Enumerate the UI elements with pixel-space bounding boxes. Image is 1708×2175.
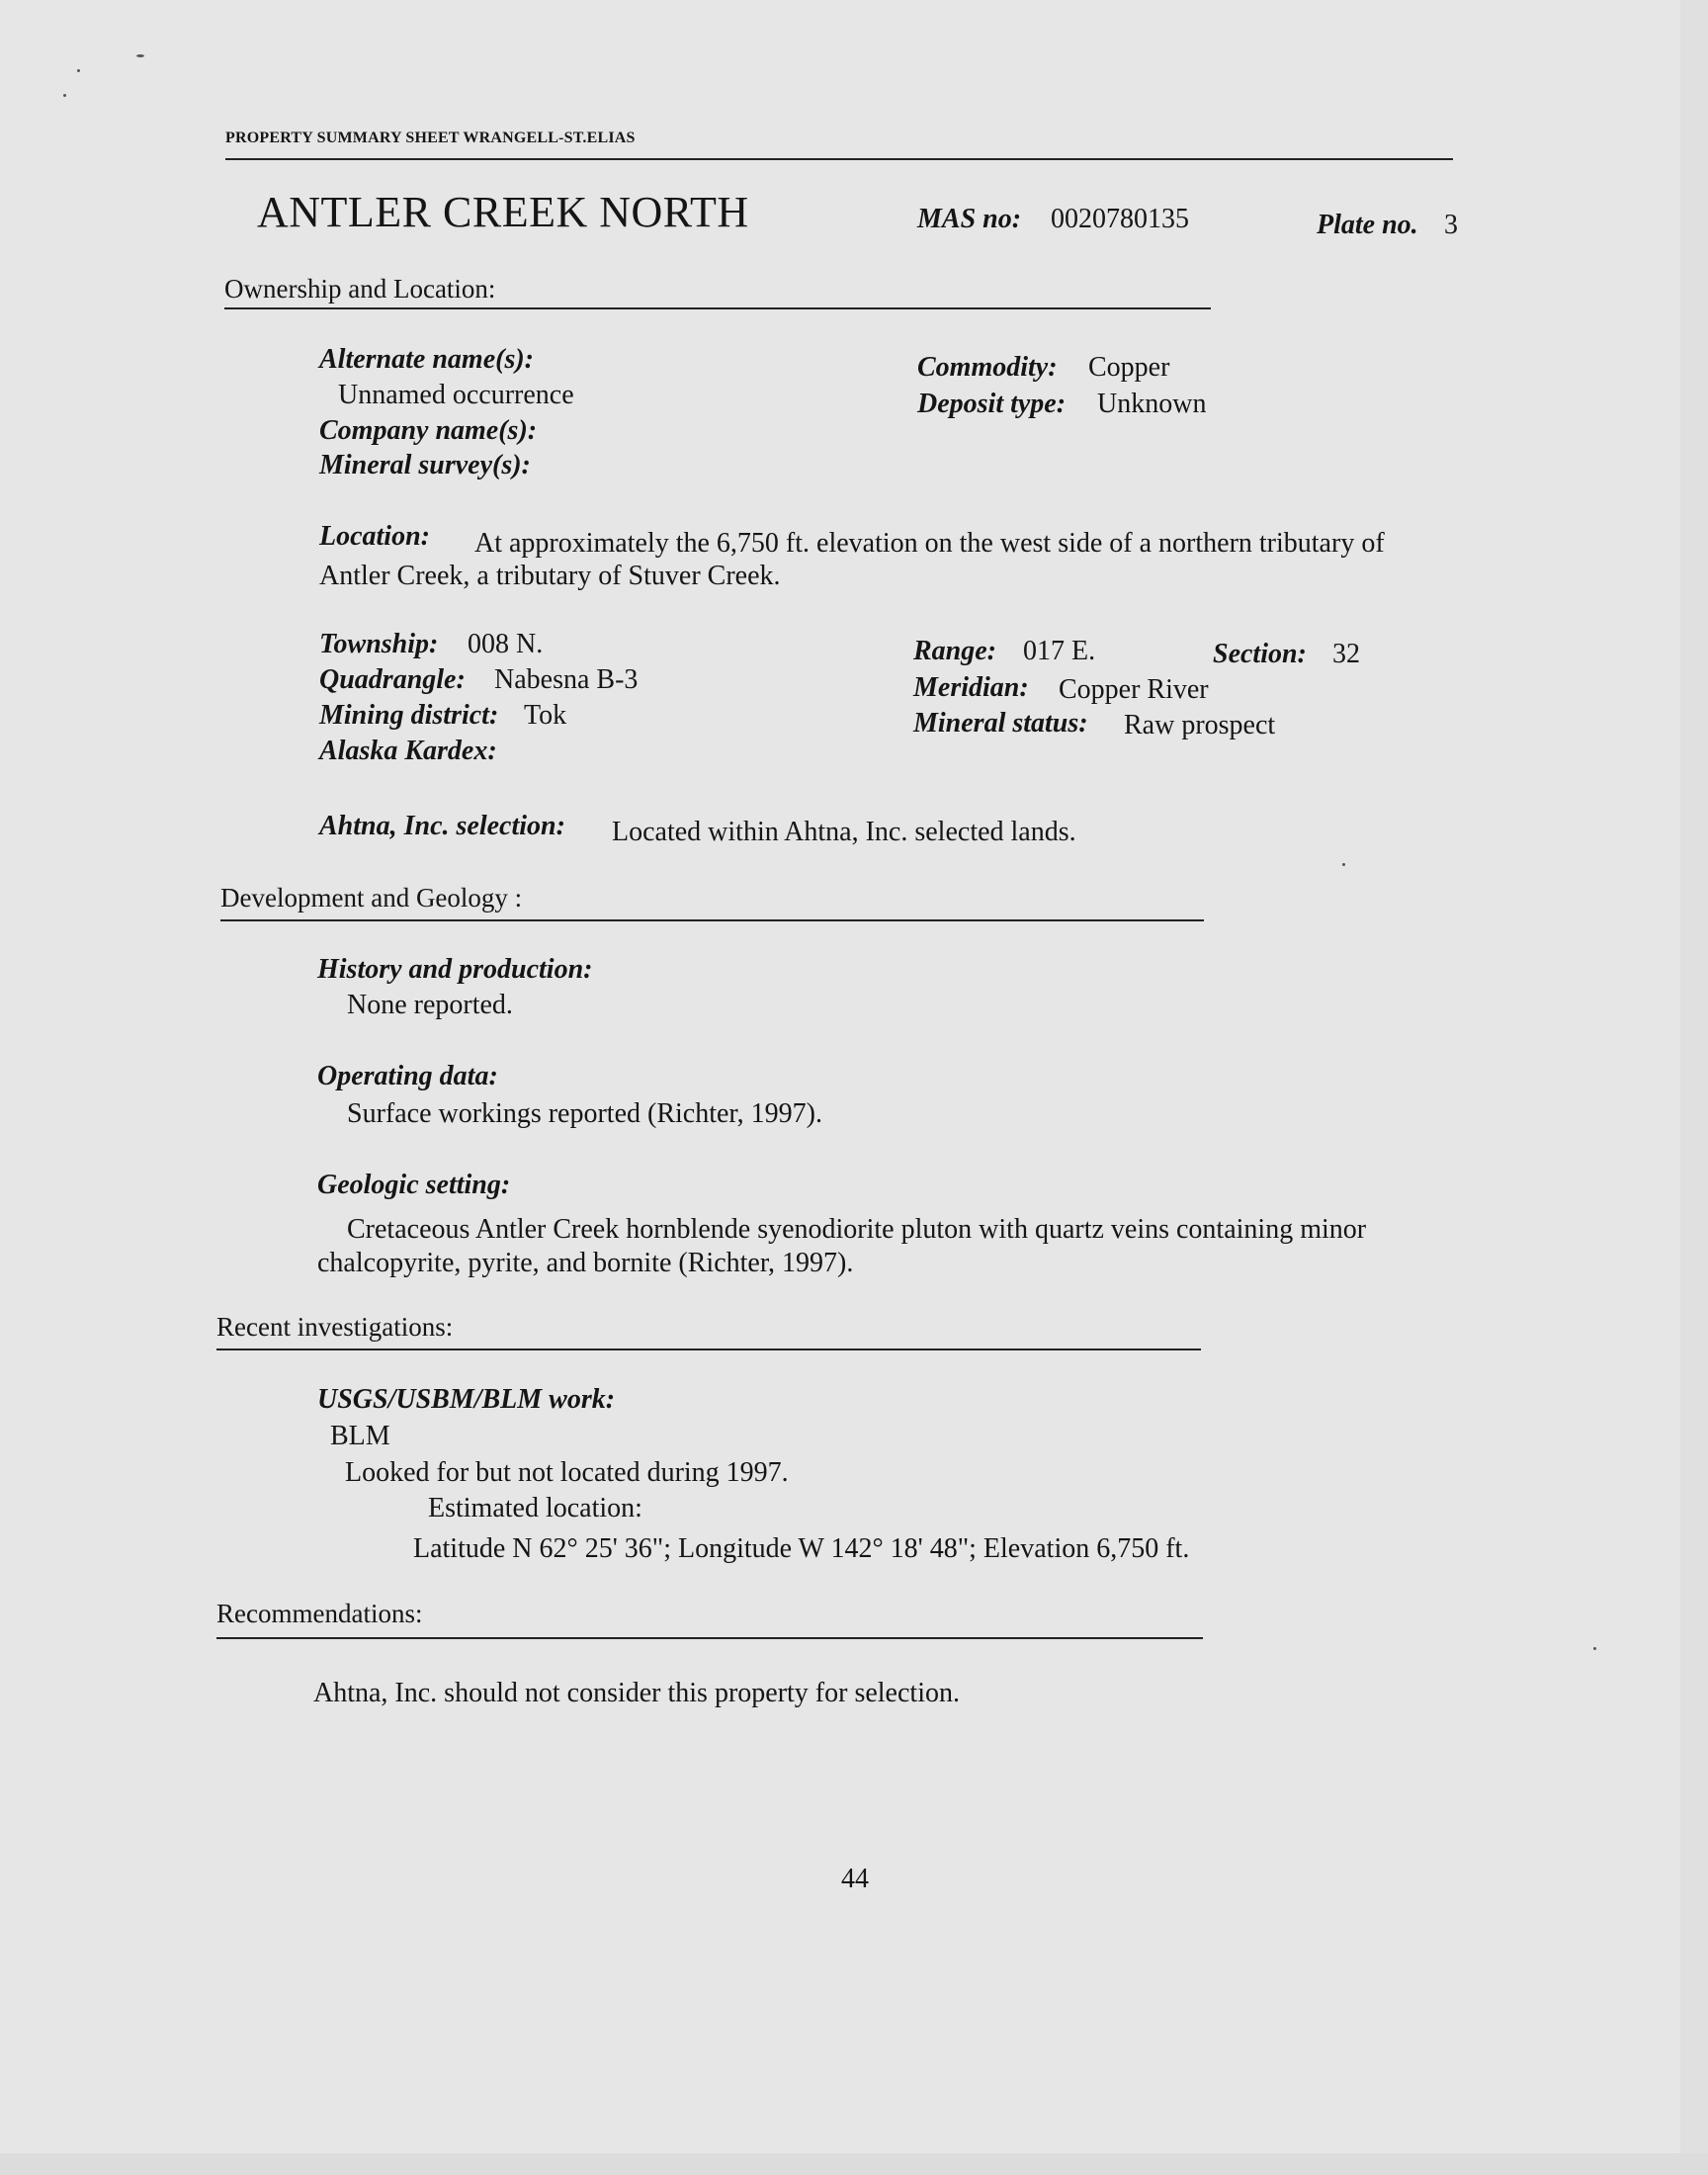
meridian-label: Meridian:: [913, 672, 1029, 703]
scan-speck: [136, 54, 144, 57]
range-label: Range:: [913, 636, 996, 666]
mineral-status-value: Raw prospect: [1124, 710, 1276, 740]
quadrangle-label: Quadrangle:: [319, 664, 466, 695]
page-number: 44: [841, 1864, 869, 1894]
township-label: Township:: [319, 629, 439, 659]
coordinates-line: Latitude N 62° 25' 36"; Longitude W 142° 18' 48"; Elevation 6,750 ft.: [413, 1533, 1190, 1564]
quadrangle-value: Nabesna B-3: [494, 664, 639, 695]
plate-label: Plate no.: [1317, 210, 1418, 240]
history-label: History and production:: [317, 954, 593, 985]
township-value: 008 N.: [468, 629, 544, 659]
work-label: USGS/USBM/BLM work:: [317, 1384, 616, 1415]
sheet-label: PROPERTY SUMMARY SHEET WRANGELL-ST.ELIAS: [225, 130, 636, 146]
section-rule: [220, 919, 1204, 921]
scan-speck: [1342, 863, 1345, 866]
section-value: 32: [1332, 639, 1360, 669]
geologic-line-2: chalcopyrite, pyrite, and bornite (Richter, 1997).: [317, 1248, 854, 1278]
location-line-2: Antler Creek, a tributary of Stuver Creek.: [319, 561, 781, 591]
recommendation-text: Ahtna, Inc. should not consider this property for selection.: [313, 1678, 960, 1708]
mas-value: 0020780135: [1051, 204, 1189, 234]
section-heading-development: Development and Geology :: [220, 883, 523, 913]
section-rule: [224, 307, 1211, 309]
plate-value: 3: [1444, 210, 1458, 240]
section-rule: [216, 1348, 1201, 1350]
alaska-kardex-label: Alaska Kardex:: [319, 736, 497, 766]
geologic-line-1: Cretaceous Antler Creek hornblende syenodiorite pluton with quartz veins containing minor: [347, 1214, 1367, 1245]
section-heading-recommendations: Recommendations:: [216, 1599, 423, 1628]
investigation-line-1: Looked for but not located during 1997.: [345, 1457, 789, 1488]
mining-district-label: Mining district:: [319, 700, 499, 731]
ahtna-selection-label: Ahtna, Inc. selection:: [319, 811, 565, 841]
location-label: Location:: [319, 521, 430, 552]
range-value: 017 E.: [1023, 636, 1096, 666]
mineral-status-label: Mineral status:: [913, 708, 1088, 739]
scan-edge-bottom: [0, 2153, 1708, 2175]
header-rule: [225, 158, 1453, 160]
deposit-type-label: Deposit type:: [917, 389, 1067, 419]
agency-name: BLM: [330, 1421, 390, 1451]
mineral-survey-label: Mineral survey(s):: [319, 450, 531, 480]
scan-speck: [77, 69, 80, 72]
investigation-line-2: Estimated location:: [428, 1493, 642, 1523]
meridian-value: Copper River: [1059, 674, 1209, 705]
section-heading-recent: Recent investigations:: [216, 1312, 454, 1342]
mining-district-value: Tok: [524, 700, 567, 731]
location-line-1: At approximately the 6,750 ft. elevation on the west side of a northern tributary of: [474, 528, 1385, 559]
alternate-names-value: Unnamed occurrence: [338, 380, 574, 410]
section-rule: [216, 1637, 1203, 1639]
scan-speck: [1593, 1647, 1596, 1650]
operating-value: Surface workings reported (Richter, 1997).: [347, 1098, 822, 1129]
operating-label: Operating data:: [317, 1061, 498, 1091]
deposit-type-value: Unknown: [1097, 389, 1207, 419]
company-names-label: Company name(s):: [319, 415, 538, 446]
history-value: None reported.: [347, 990, 513, 1020]
commodity-value: Copper: [1088, 352, 1170, 383]
scan-edge-right: [1680, 0, 1708, 2175]
section-label: Section:: [1213, 639, 1307, 669]
section-heading-ownership: Ownership and Location:: [224, 274, 496, 304]
alternate-names-label: Alternate name(s):: [319, 344, 534, 375]
scan-speck: [63, 94, 66, 97]
page-title: ANTLER CREEK NORTH: [257, 188, 749, 236]
geologic-label: Geologic setting:: [317, 1170, 511, 1200]
ahtna-selection-value: Located within Ahtna, Inc. selected lands.: [612, 817, 1076, 847]
commodity-label: Commodity:: [917, 352, 1058, 383]
mas-label: MAS no:: [917, 204, 1022, 234]
